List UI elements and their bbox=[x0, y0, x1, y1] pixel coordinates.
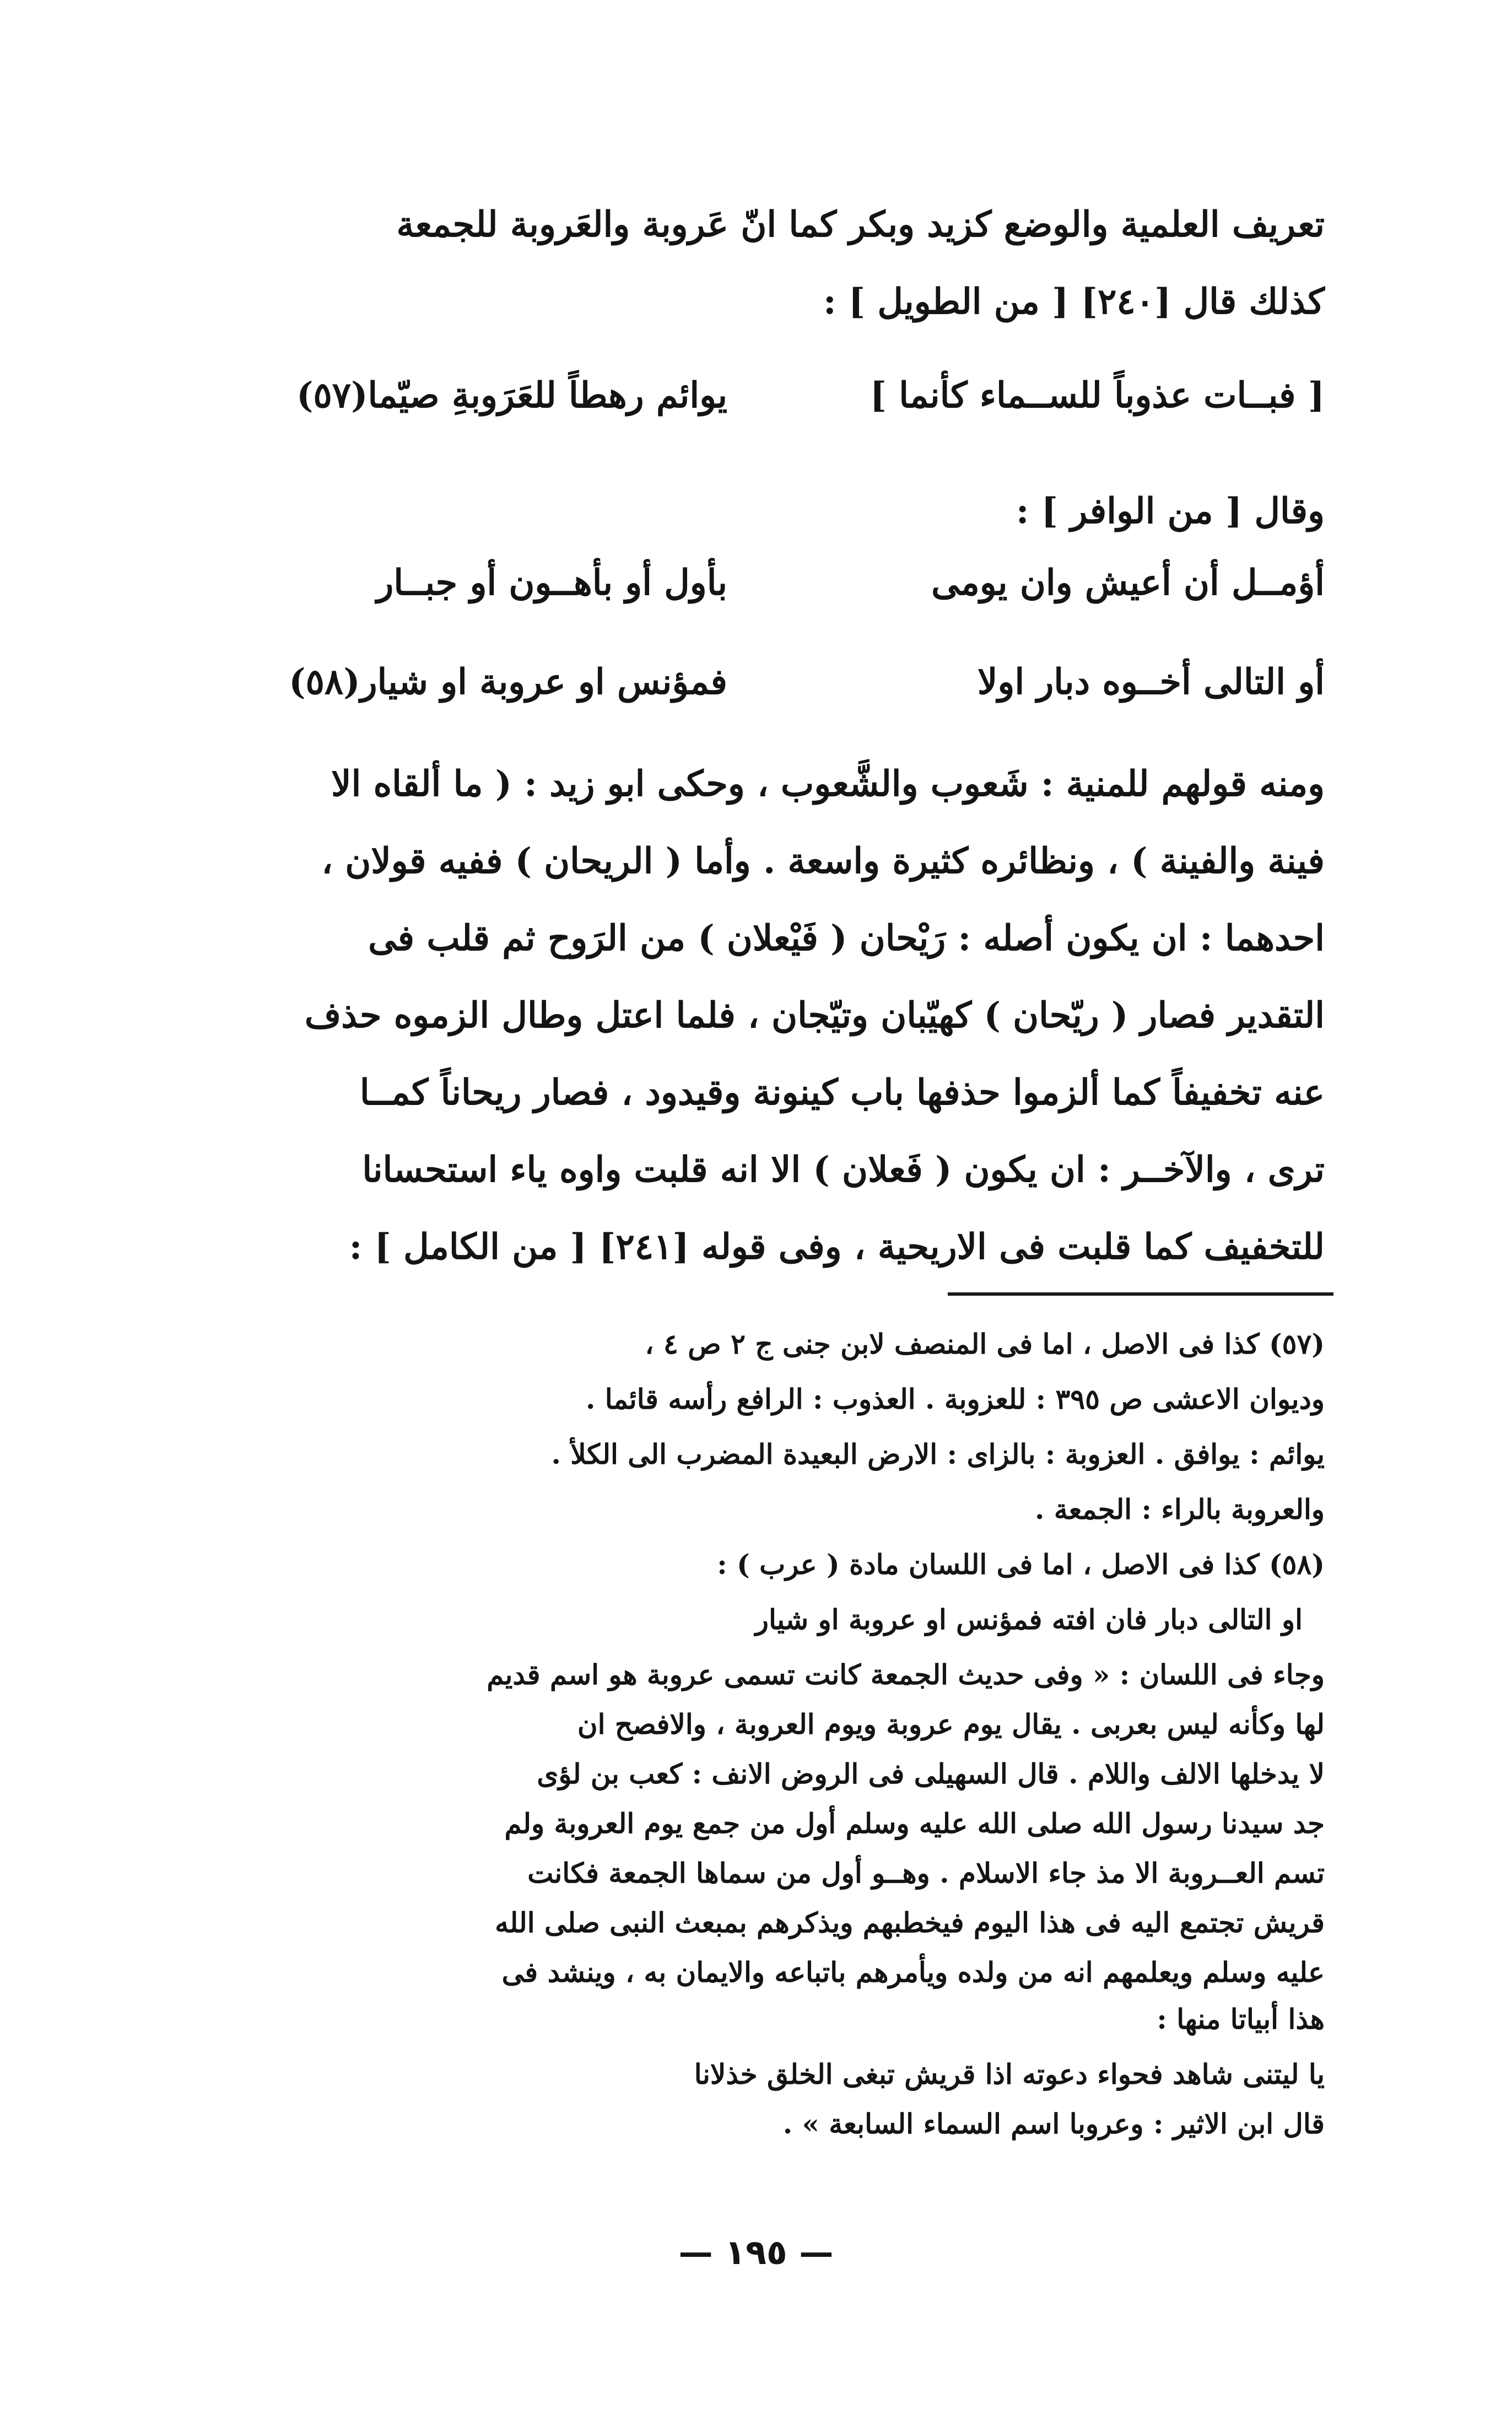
verse-hemistich: أؤمــل أن أعيش وان يومى bbox=[931, 562, 1325, 603]
footnote-line: يا ليتنى شاهد فحواء دعوته اذا قريش تبغى الخلق خذلانا bbox=[694, 2058, 1325, 2090]
verse-hemistich: أو التالى أخــوه دبار اولا bbox=[977, 661, 1325, 703]
footnote-line: يوائم : يوافق . العزوبة : بالزاى : الارض البعيدة المضرب الى الكلأ . bbox=[551, 1438, 1325, 1470]
body-line: ومنه قولهم للمنية : شَعوب والشَّعوب ، وحكى ابو زيد : ( ما ألقاه الا bbox=[331, 763, 1325, 805]
footnote-line: لها وكأنه ليس بعربى . يقال يوم عروبة ويوم العروبة ، والافصح ان bbox=[577, 1708, 1325, 1740]
verse-hemistich: بأول أو بأهــون أو جبــار bbox=[376, 562, 727, 603]
footnote-line: قريش تجتمع اليه فى هذا اليوم فيخطبهم ويذكرهم بمبعث النبى صلى الله bbox=[495, 1906, 1325, 1939]
footnote-line: عليه وسلم ويعلمهم انه من ولده ويأمرهم باتباعه والايمان به ، وينشد فى bbox=[501, 1956, 1325, 1988]
body-line: تعريف العلمية والوضع كزيد وبكر كما انّ عَروبة والعَروبة للجمعة bbox=[396, 204, 1325, 245]
footnote-line: وديوان الاعشى ص ٣٩٥ : للعزوبة . العذوب : الرافع رأسه قائما . bbox=[585, 1383, 1325, 1415]
footnote-line: والعروبة بالراء : الجمعة . bbox=[1035, 1493, 1325, 1526]
body-line: عنه تخفيفاً كما ألزموا حذفها باب كينونة وقيدود ، فصار ريحاناً كمــا bbox=[359, 1072, 1325, 1113]
verse-hemistich: [ فبــات عذوباً للســماء كأنما ] bbox=[870, 375, 1325, 416]
footnote-line: او التالى دبار فان افته فمؤنس او عروبة او شيار bbox=[755, 1603, 1303, 1636]
footnote-line: تسم العــروبة الا مذ جاء الاسلام . وهــو أول من سماها الجمعة فكانت bbox=[527, 1857, 1325, 1889]
verse-hemistich: يوائم رهطاً للعَرَوبةِ صيّما(٥٧) bbox=[296, 375, 727, 416]
body-line: التقدير فصار ( ريّحان ) كهيّبان وتيّجان ، فلما اعتل وطال الزموه حذف bbox=[304, 995, 1325, 1036]
footnote-line: (٥٧) كذا فى الاصل ، اما فى المنصف لابن جنى ج ٢ ص ٤ ، bbox=[645, 1328, 1325, 1360]
page-number: — ١٩٥ — bbox=[678, 2232, 834, 2272]
body-line: فينة والفينة ) ، ونظائره كثيرة واسعة . وأما ( الريحان ) ففيه قولان ، bbox=[321, 840, 1325, 882]
footnote-separator bbox=[948, 1292, 1333, 1296]
footnote-line: وجاء فى اللسان : « وفى حديث الجمعة كانت تسمى عروبة هو اسم قديم bbox=[487, 1658, 1325, 1691]
body-line: كذلك قال [٢٤٠] [ من الطويل ] : bbox=[823, 281, 1325, 322]
poetry-verse bbox=[187, 369, 1325, 422]
footnote-line: قال ابن الاثير : وعروبا اسم السماء السابعة » . bbox=[782, 2107, 1325, 2140]
body-line: للتخفيف كما قلبت فى الاريحية ، وفى قوله [٢٤١] [ من الكامل ] : bbox=[349, 1226, 1325, 1268]
body-line: وقال [ من الوافر ] : bbox=[1016, 490, 1325, 532]
body-line: ترى ، والآخــر : ان يكون ( فَعلان ) الا انه قلبت واوه ياء استحسانا bbox=[362, 1149, 1325, 1190]
poetry-verse bbox=[187, 656, 1325, 709]
poetry-verse bbox=[187, 557, 1325, 610]
footnote-line: لا يدخلها الالف واللام . قال السهيلى فى الروض الانف : كعب بن لؤى bbox=[537, 1758, 1325, 1790]
footnote-line: جد سيدنا رسول الله صلى الله عليه وسلم أول من جمع يوم العروبة ولم bbox=[504, 1807, 1325, 1840]
footnote-line: هذا أبياتا منها : bbox=[1157, 2003, 1325, 2035]
body-line: احدهما : ان يكون أصله : رَيْحان ( فَيْعلان ) من الرَوح ثم قلب فى bbox=[368, 918, 1325, 959]
footnote-line: (٥٨) كذا فى الاصل ، اما فى اللسان مادة ( عرب ) : bbox=[717, 1548, 1325, 1581]
verse-hemistich: فمؤنس او عروبة او شيار(٥٨) bbox=[289, 661, 727, 703]
